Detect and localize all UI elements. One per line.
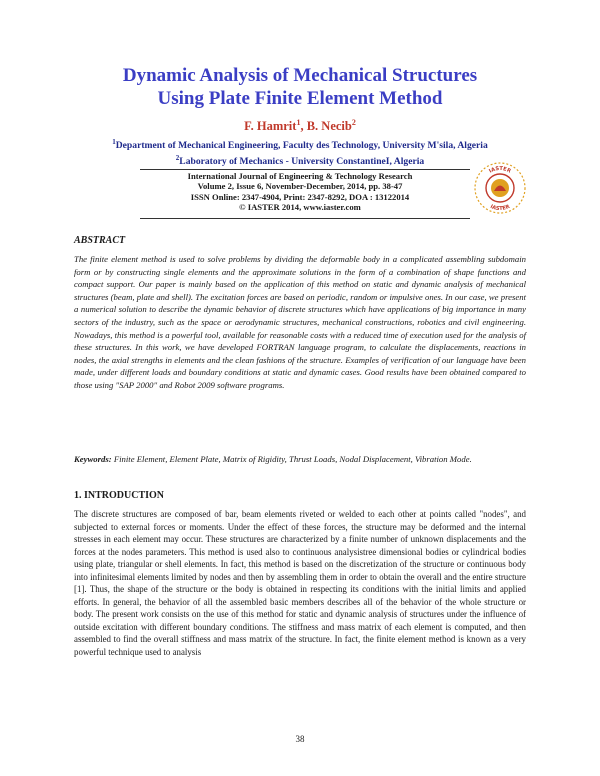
logo-bottom-text: IASTER <box>489 203 511 213</box>
journal-rule-top <box>140 169 470 170</box>
author-name: F. Hamrit <box>244 119 297 134</box>
section-heading-introduction: 1. INTRODUCTION <box>74 490 165 501</box>
paper-title <box>60 64 540 110</box>
author-list <box>60 118 540 134</box>
author-name: B. Necib <box>306 119 352 134</box>
affiliation-2 <box>60 152 540 168</box>
affiliations <box>60 136 540 168</box>
journal-issn: ISSN Online: 2347-4904, Print: 2347-8292, DOA : 13122014 <box>190 191 410 202</box>
title-line-2: Using Plate Finite Element Method <box>157 88 443 109</box>
logo-top-text: IASTER <box>488 165 512 175</box>
author-sup: 2 <box>351 118 356 127</box>
journal-name: International Journal of Engineering & Technology Research <box>187 171 413 181</box>
affiliation-1 <box>60 136 540 152</box>
title-line-1: Dynamic Analysis of Mechanical Structures <box>122 65 478 86</box>
page-number: 38 <box>295 734 305 744</box>
journal-info <box>140 171 460 213</box>
introduction-text: The discrete structures are composed of bar, beam elements riveted or welded to each other at points called "nodes", and subjected to external forces or moments. Under the effect of these forces, the structure may be deformed and the internal stresses in each element may occur. These structures are characterized by a finite number of unknown displacements and the forces at the nodes parameters. This method is used also to continuous analysistree dimensional bodies or cylindrical bodies using plate, triangular or shell elements. In fact, this method is based on the discretization of the structure or continuous body into infinitesimal elements limited by nodes and then by assembling them in order to obtain the overall and the entire structure [1]. Thus, the shape of the structure or the body is obtained in respecting its conditions with the initial limits and applied efforts. In general, the behavior of all the assembled basic members describes all of the behavior of the whole structure or body. The present work consists on the use of this method for static and dynamic analysis of structures under the influence of outside excitation with different boundary conditions. The stiffness and mass matrix of each element is computed, and then assembled to find the overall stiffness and mass matrix of the structure. In fact, the finite element method is known as a very powerful technique used to analysis <box>74 509 526 657</box>
abstract-heading: ABSTRACT <box>74 235 126 246</box>
journal-copyright: © IASTER 2014, www.iaster.com <box>239 202 361 213</box>
author-separator: , <box>300 119 307 134</box>
affiliation-text: Department of Mechanical Engineering, Faculty des Technology, University M'sila, Algeria <box>115 140 488 152</box>
keywords <box>74 453 526 465</box>
iaster-logo-icon <box>472 160 528 216</box>
abstract-text: The finite element method is used to solve problems by dividing the deformable body in a complicated assembling subdomain form or by constructing single elements and the approximate solutions in the form of a combination of shape functions and compact support. Our paper is mainly based on the application of this method on static and dynamic analysis of mechanical structures (beam, plate and shell). The excitation forces are based on periodic, random or impulsive ones. In our case, we present a numerical solution to describe the dynamic behavior of discrete structures which have applications of big importance in many sectors of the industry, such as the space or aerodynamic structures, mechanical constructions, robotics and civil engineering. Nowadays, this method is a powerful tool, available for reasonable costs with a reduced time of execution used for the analysis of these structures. In this work, we have developed FORTRAN language program, to calculate the displacements, reactions in nodes, the axial strengths in elements and the clean fashions of the structure. Examples of verification of our language have been made, under different loads and boundary conditions at static and dynamic cases. Good results have been obtained compared to those using "SAP 2000" and Robot 2009 software programs. <box>74 254 526 390</box>
author-sup: 1 <box>296 118 301 127</box>
journal-rule-bottom <box>140 218 470 219</box>
keywords-label: Keywords: <box>74 454 112 464</box>
affiliation-text: Laboratory of Mechanics - University ConstantineI, Algeria <box>179 156 425 168</box>
keywords-text: Finite Element, Element Plate, Matrix of Rigidity, Thrust Loads, Nodal Displacement, Vibration Mode. <box>111 454 472 464</box>
affiliation-sup: 2 <box>175 154 180 163</box>
journal-volume: Volume 2, Issue 6, November-December, 2014, pp. 38-47 <box>197 181 403 192</box>
affiliation-sup: 1 <box>112 138 116 146</box>
